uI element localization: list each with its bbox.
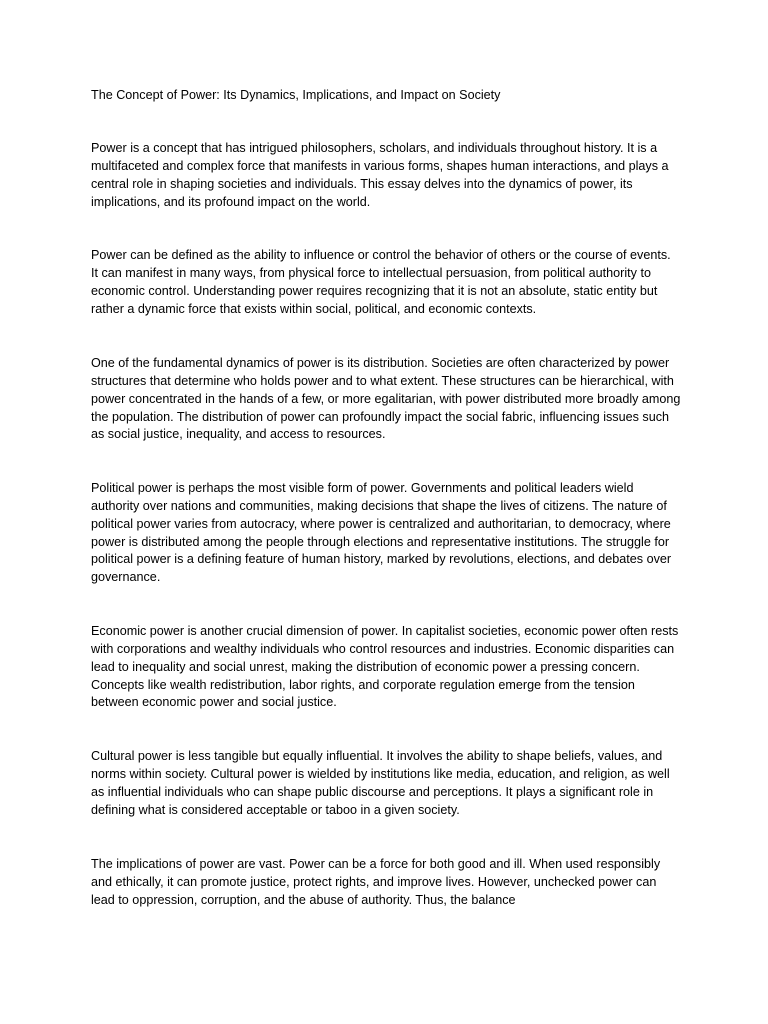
document-title: The Concept of Power: Its Dynamics, Implications, and Impact on Society bbox=[91, 88, 501, 102]
paragraph-definition: Power can be defined as the ability to influence or control the behavior of others or the course of events. It can manifest in many ways, from physical force to intellectual persuasion, from political authority to economic control. Understanding power requires recognizing that it is not an absolute, static entity but rather a dynamic force that exists within social, political, and economic contexts. bbox=[91, 248, 671, 316]
paragraph-economic-power: Economic power is another crucial dimension of power. In capitalist societies, economic power often rests with corporations and wealthy individuals who control resources and industries. Economic disparities can lead to inequality and social unrest, making the distribution of economic power a pressing concern. Concepts like wealth redistribution, labor rights, and corporate regulation emerge from the tension between economic power and social justice. bbox=[91, 624, 679, 710]
paragraph-cultural-power: Cultural power is less tangible but equally influential. It involves the ability to shape beliefs, values, and norms within society. Cultural power is wielded by institutions like media, education, and religion, as well as influential individuals who can shape public discourse and perceptions. It plays a significant role in defining what is considered acceptable or taboo in a given society. bbox=[91, 749, 670, 817]
paragraph-intro: Power is a concept that has intrigued philosophers, scholars, and individuals throughout history. It is a multifaceted and complex force that manifests in various forms, shapes human interactions, and plays a central role in shaping societies and individuals. This essay delves into the dynamics of power, its implications, and its profound impact on the world. bbox=[91, 141, 669, 209]
paragraph-implications: The implications of power are vast. Power can be a force for both good and ill. When used responsibly and ethically, it can promote justice, protect rights, and improve lives. However, unchecked power can lead to oppression, corruption, and the abuse of authority. Thus, the balance bbox=[91, 857, 661, 907]
paragraph-political-power: Political power is perhaps the most visible form of power. Governments and political leaders wield authority over nations and communities, making decisions that shape the lives of citizens. The nature of political power varies from autocracy, where power is centralized and authoritarian, to democracy, where power is distributed among the people through elections and representative institutions. The struggle for political power is a defining feature of human history, marked by revolutions, elections, and debates over governance. bbox=[91, 481, 672, 585]
paragraph-distribution: One of the fundamental dynamics of power is its distribution. Societies are often characterized by power structures that determine who holds power and to what extent. These structures can be hierarchical, with power concentrated in the hands of a few, or more egalitarian, with power distributed more broadly among the population. The distribution of power can profoundly impact the social fabric, influencing issues such as social justice, inequality, and access to resources. bbox=[91, 356, 681, 442]
